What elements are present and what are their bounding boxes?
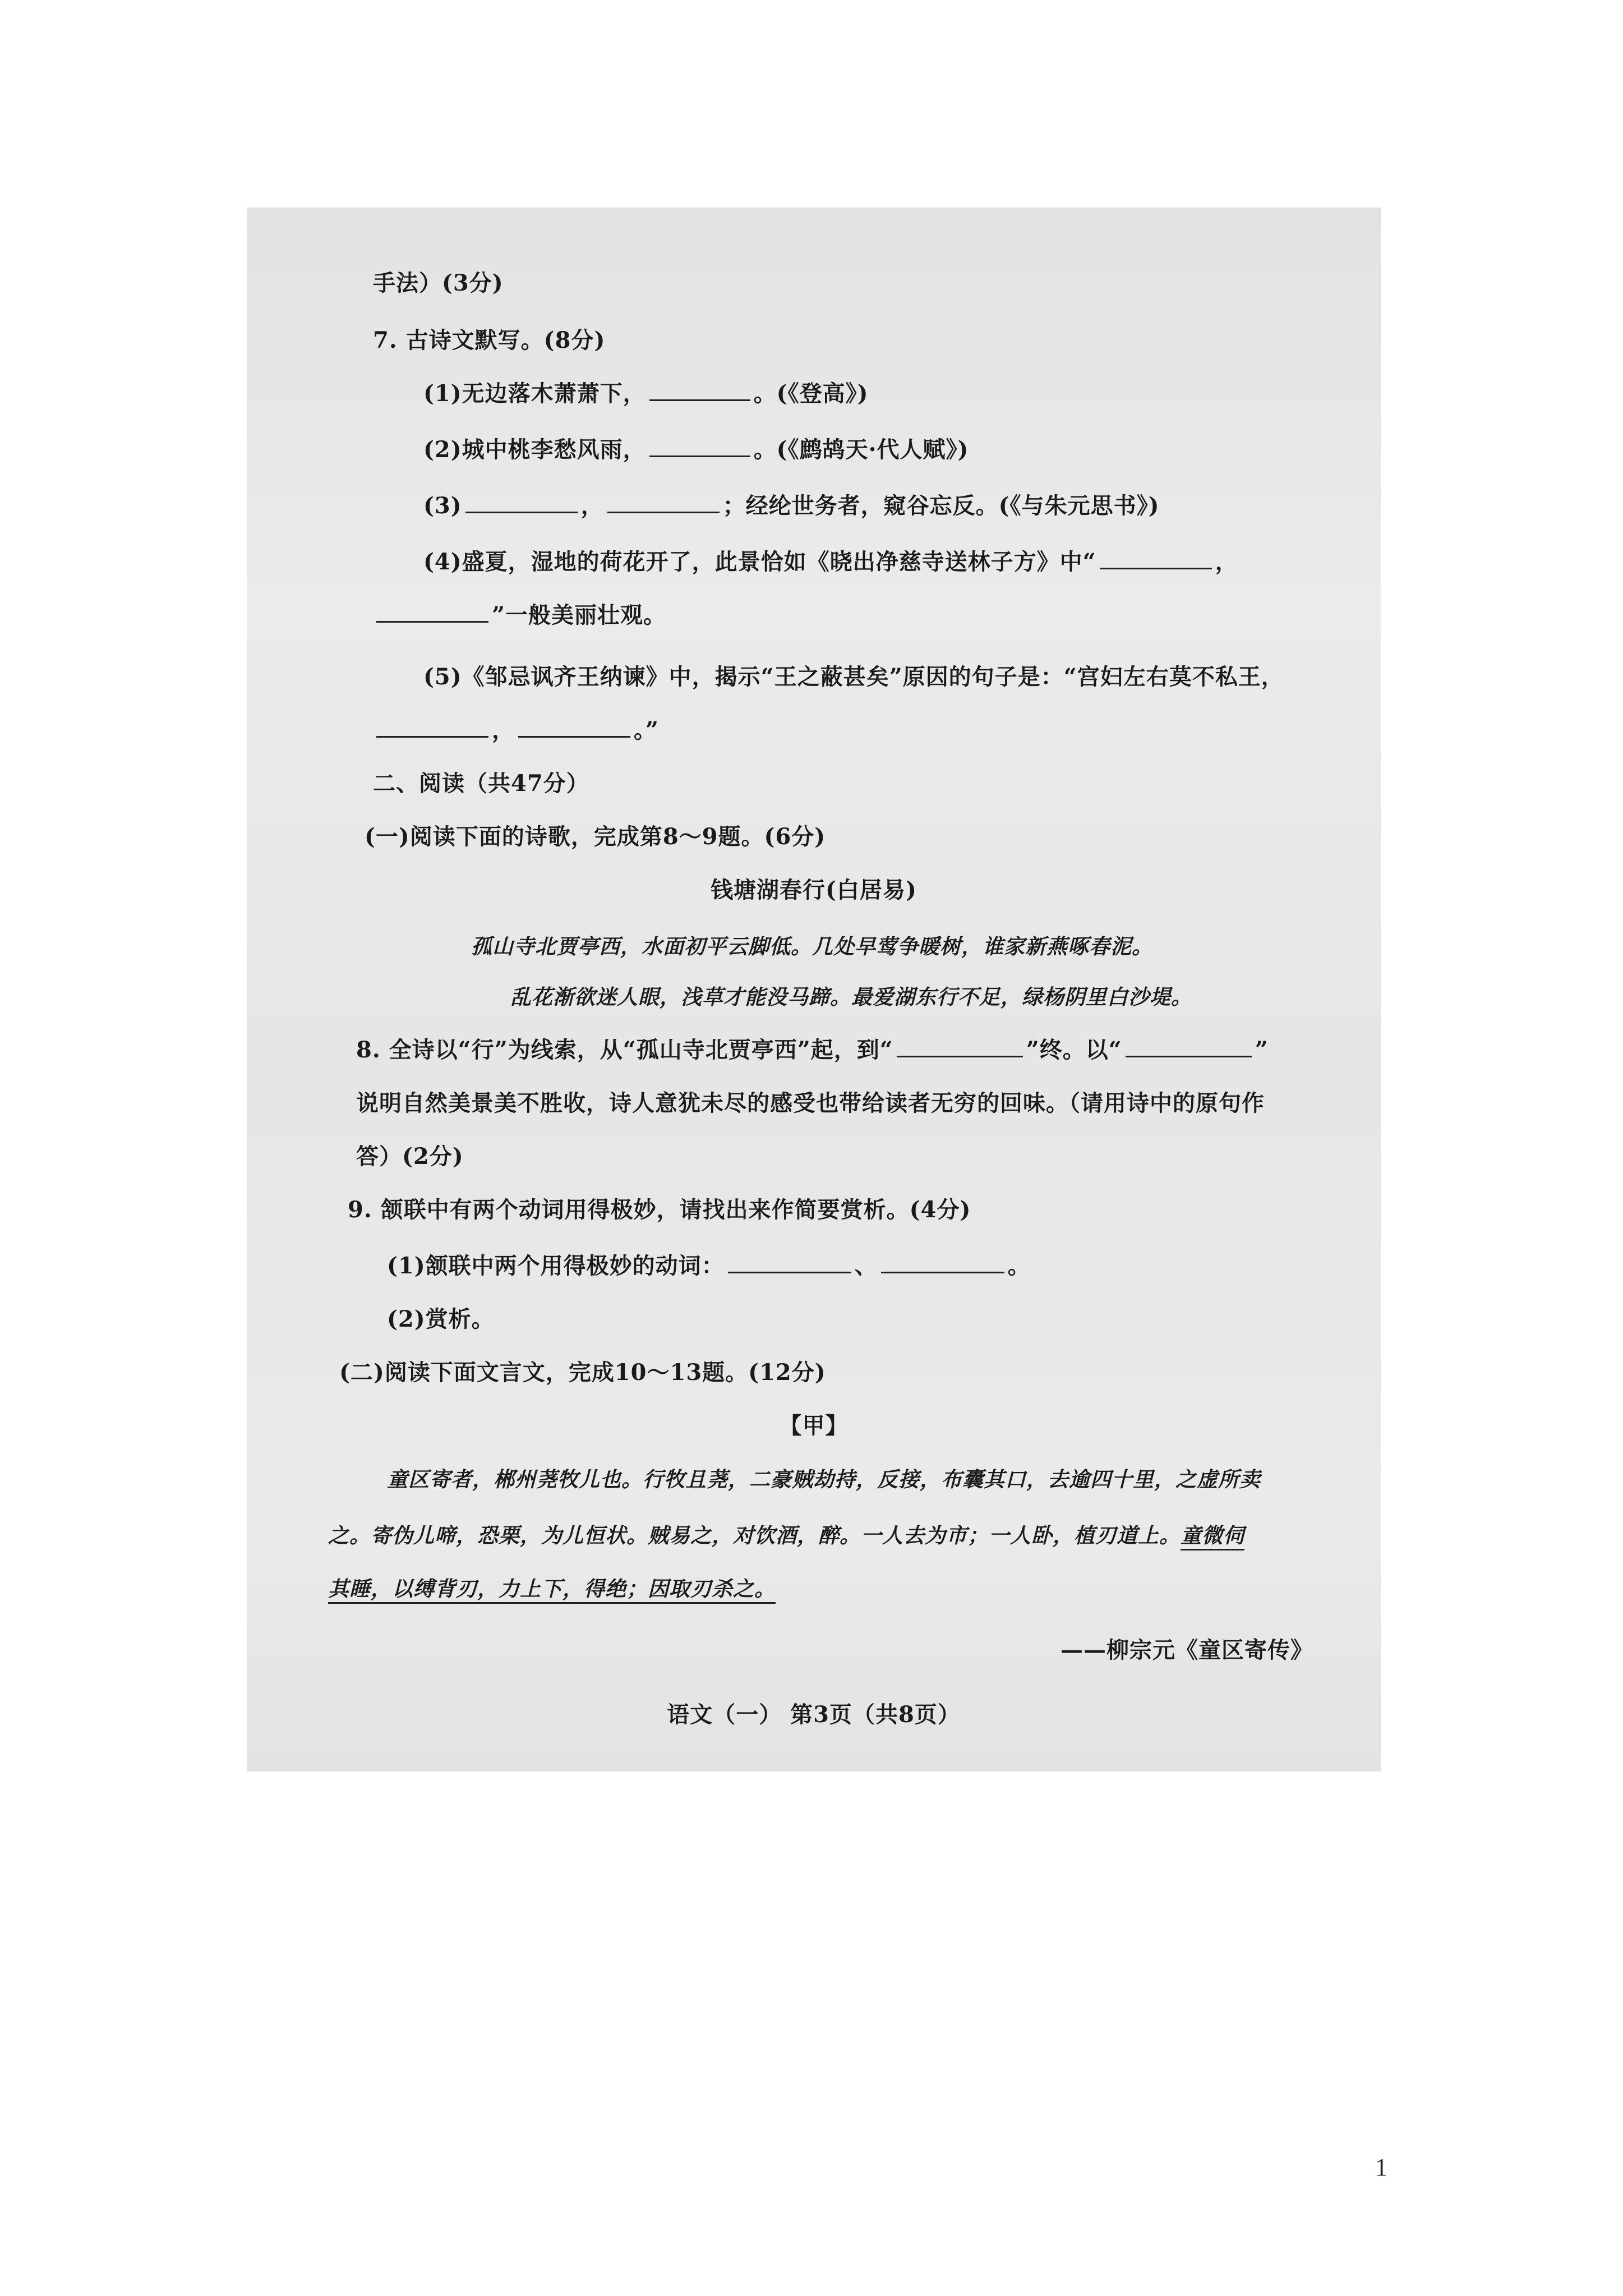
q9-title: 9. 颔联中有两个动词用得极妙，请找出来作简要赏析。(4分)	[348, 1197, 971, 1223]
scanned-exam-page	[247, 208, 1381, 1772]
q7-item-3: (3) ， ；经纶世务者，窥谷忘反。(《与朱元思书》)	[423, 493, 1160, 519]
section-2-title: 二、阅读（共47分）	[373, 770, 589, 797]
q7-item-4: (4)盛夏，湿地的荷花开了，此景恰如《晓出净慈寺送林子方》中“ ，	[423, 549, 1238, 575]
q6-tail: 手法）(3分)	[373, 270, 504, 296]
passage-line-2: 之。寄伪儿啼，恐栗，为儿恒状。贼易之，对饮酒，醉。一人去为市；一人卧，植刃道上。童微伺	[328, 1520, 1244, 1550]
q8-line-3: 答）(2分)	[356, 1143, 464, 1170]
page-number: 1	[1375, 2154, 1387, 2181]
q8-line-2: 说明自然美景美不胜收，诗人意犹未尽的感受也带给读者无穷的回味。（请用诗中的原句作	[356, 1090, 1265, 1116]
passage-line-1: 童区寄者，郴州荛牧儿也。行牧且荛，二豪贼劫持，反接，布囊其口，去逾四十里，之虚所卖	[387, 1467, 1261, 1492]
poem-line-1: 孤山寺北贾亭西，水面初平云脚低。几处早莺争暖树，谁家新燕啄春泥。	[471, 934, 1153, 959]
answer-blank	[376, 601, 488, 623]
poem-title: 钱塘湖春行(白居易)	[711, 877, 917, 903]
q7-item-2: (2)城中桃李愁风雨， 。(《鹧鸪天·代人赋》)	[423, 436, 969, 463]
part-1-intro: (一)阅读下面的诗歌，完成第8～9题。(6分)	[365, 823, 826, 850]
answer-blank	[607, 491, 720, 513]
answer-blank	[1100, 547, 1212, 569]
answer-blank	[1126, 1036, 1252, 1057]
answer-blank	[728, 1251, 851, 1273]
part-2-intro: (二)阅读下面文言文，完成10～13题。(12分)	[339, 1359, 826, 1386]
passage-label: 【甲】	[779, 1412, 849, 1439]
q9-item-1: (1)颔联中两个用得极妙的动词： 、 。	[387, 1253, 1031, 1279]
poem-line-2: 乱花渐欲迷人眼，浅草才能没马蹄。最爱湖东行不足，绿杨阴里白沙堤。	[510, 984, 1192, 1009]
passage-line-3: 其睡，以缚背刃，力上下，得绝；因取刃杀之。	[328, 1573, 776, 1604]
q7-item-4-cont: ”一般美丽壮观。	[373, 600, 666, 631]
q7-item-5-cont: ， 。”	[373, 715, 659, 746]
q7-item-1: (1)无边落木萧萧下， 。(《登高》)	[423, 380, 869, 407]
q7-title: 7. 古诗文默写。(8分)	[373, 327, 606, 353]
answer-blank	[649, 379, 750, 401]
page-footer: 语文（一） 第3页（共8页）	[667, 1701, 961, 1728]
q7-item-5: (5)《邹忌讽齐王纳谏》中，揭示“王之蔽甚矣”原因的句子是：“宫妇左右莫不私王，	[423, 664, 1284, 690]
answer-blank	[881, 1251, 1004, 1273]
answer-blank	[376, 716, 488, 738]
q9-item-2: (2)赏析。	[387, 1306, 495, 1332]
answer-blank	[649, 435, 750, 457]
q8-line-1: 8. 全诗以“行”为线索，从“孤山寺北贾亭西”起，到“ ”终。以“ ”	[356, 1037, 1269, 1063]
answer-blank	[465, 491, 578, 513]
answer-blank	[518, 716, 630, 738]
passage-source: ——柳宗元《童区寄传》	[1061, 1637, 1313, 1663]
answer-blank	[897, 1036, 1023, 1057]
